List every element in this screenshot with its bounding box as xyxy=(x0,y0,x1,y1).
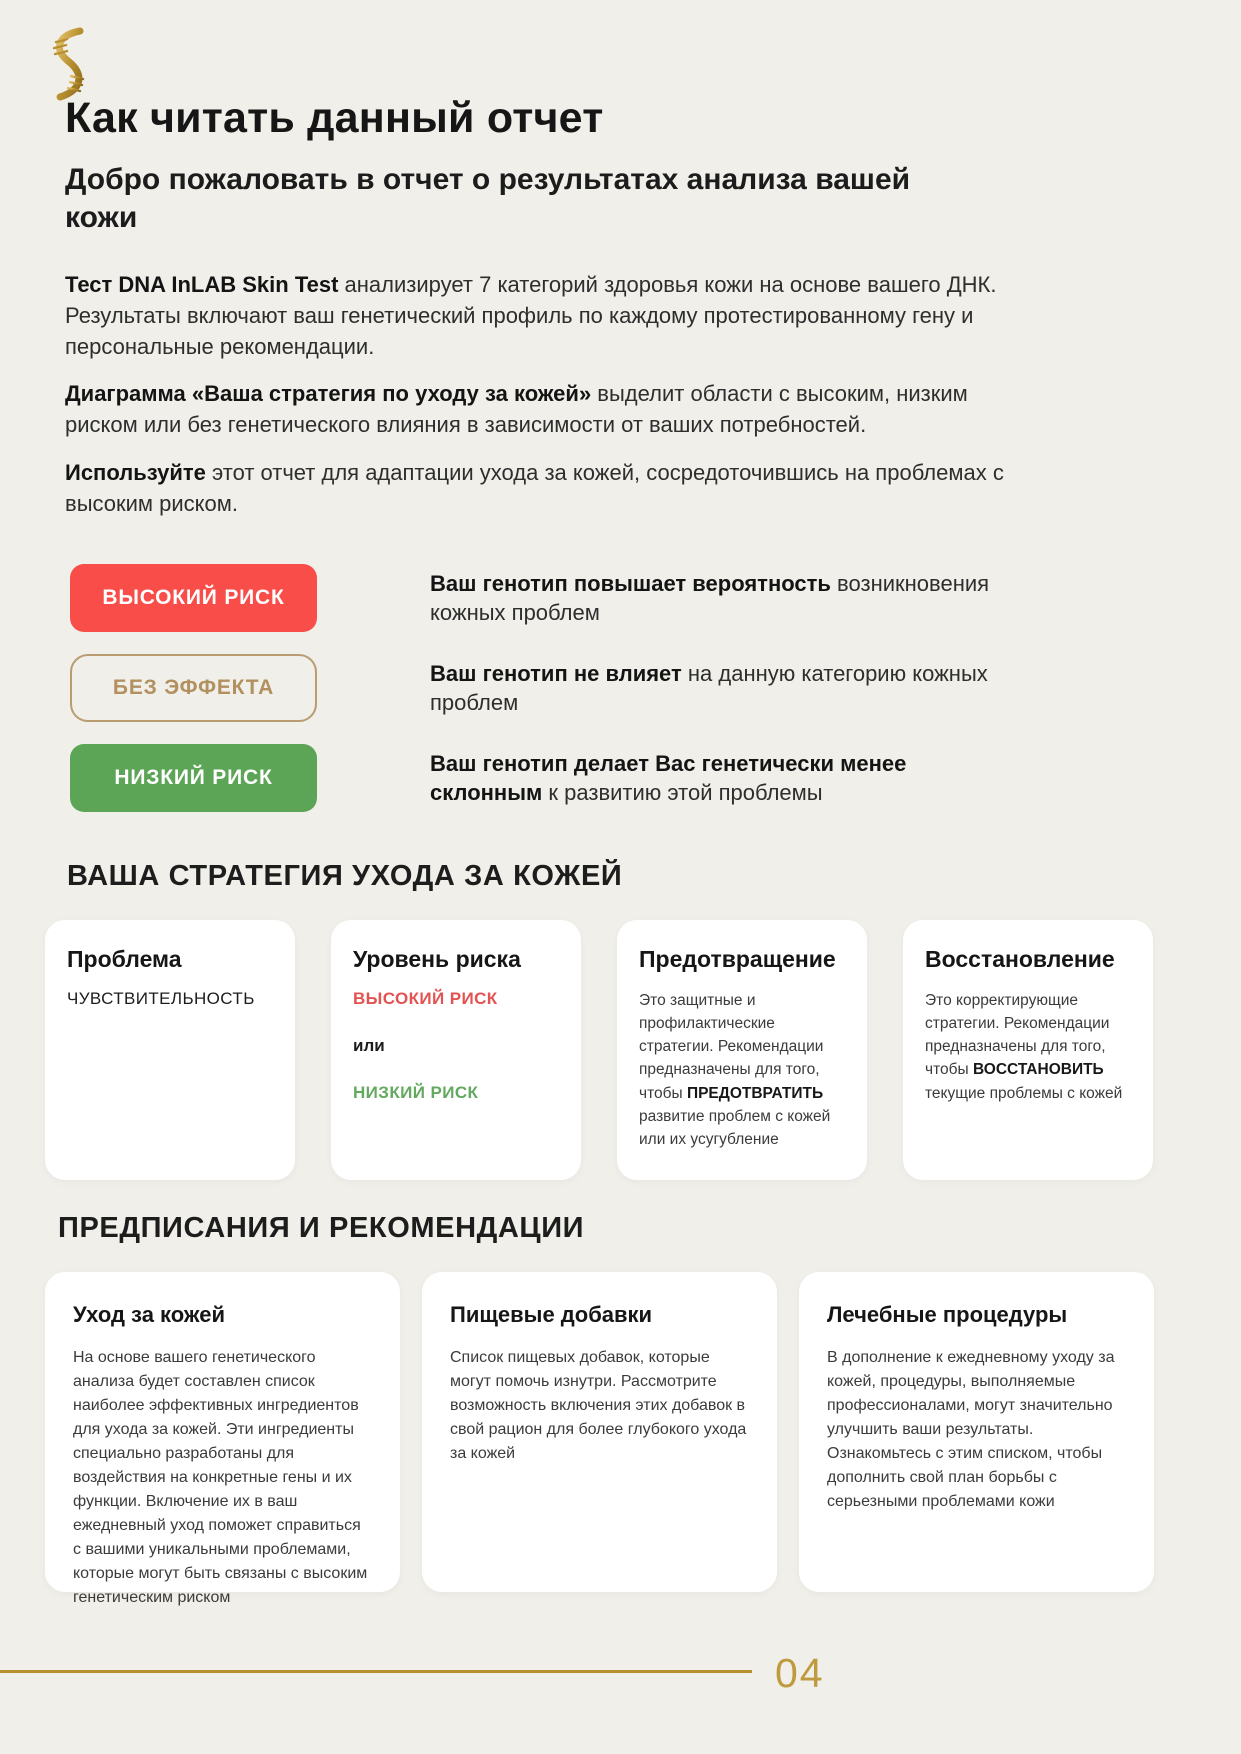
legend-desc-bold: Ваш генотип не влияет xyxy=(430,660,682,686)
low-risk-badge: НИЗКИЙ РИСК xyxy=(70,744,317,812)
recommendations-section-heading: ПРЕДПИСАНИЯ И РЕКОМЕНДАЦИИ xyxy=(58,1211,585,1244)
no-effect-description xyxy=(430,659,990,717)
legend-row-no-effect xyxy=(70,654,1156,722)
strategy-card-prevention xyxy=(617,920,867,1180)
card-title: Пищевые добавки xyxy=(450,1301,653,1327)
procedures-text: В дополнение к ежедневному уходу за кожей, процедуры, выполняемые профессионалами, могут значительно улучшить ваши результаты. Ознакомьтесь с этим списком, чтобы дополнить свой план борьбы с серьезными проблемами кожи xyxy=(827,1348,1115,1510)
legend-desc-bold: Ваш генотип повышает вероятность xyxy=(430,570,831,596)
text-segment-bold: ВОССТАНОВИТЬ xyxy=(972,1061,1104,1079)
card-title: Предотвращение xyxy=(639,945,836,972)
supplements-text: Список пищевых добавок, которые могут помочь изнутри. Рассмотрите возможность включения этих добавок в свой рацион для более глубокого ухода за кожей xyxy=(450,1348,747,1462)
page-number: 04 xyxy=(775,1650,825,1696)
restoration-text xyxy=(925,989,1131,1105)
skincare-text: На основе вашего генетического анализа будет составлен список наиболее эффективных ингредиентов для ухода за кожей. Эти ингредиенты специально разработаны для воздействия на конкретные гены и их функции. Включение их в ваш ежедневный уход поможет справиться с вашими уникальными проблемами, которые могут быть связаны с высоким генетическим риском xyxy=(73,1348,368,1606)
risk-level-low: НИЗКИЙ РИСК xyxy=(353,1082,479,1102)
recommendation-card-skincare xyxy=(45,1272,400,1606)
card-title: Восстановление xyxy=(925,945,1115,972)
recommendation-cards xyxy=(45,1272,1156,1606)
text-segment: Это корректирующие стратегии. Рекомендации предназначены для того, чтобы xyxy=(925,991,1110,1079)
intro-paragraph-use xyxy=(65,458,1030,520)
strategy-section-heading: ВАША СТРАТЕГИЯ УХОДА ЗА КОЖЕЙ xyxy=(67,859,623,892)
footer-divider xyxy=(0,1670,752,1673)
intro-lead-bold: Используйте xyxy=(65,459,206,485)
no-effect-badge: БЕЗ ЭФФЕКТА xyxy=(70,654,317,722)
risk-level-high: ВЫСОКИЙ РИСК xyxy=(353,988,498,1008)
intro-text: анализирует 7 категорий здоровья кожи на основе вашего ДНК. Результаты включают ваш генетический профиль по каждому протестированному гену и персональные рекомендации. xyxy=(65,272,997,359)
legend-desc-bold: Ваш генотип делает Вас генетически менее склонным xyxy=(430,750,907,805)
intro-paragraphs xyxy=(65,270,1030,520)
intro-paragraph-test xyxy=(65,270,1030,362)
legend-desc-text: возникновения кожных проблем xyxy=(430,570,990,625)
high-risk-description xyxy=(430,569,990,627)
text-segment: Это защитные и профилактические стратегии. Рекомендации предназначены для того, чтобы xyxy=(639,991,824,1102)
legend-desc-text: на данную категорию кожных проблем xyxy=(430,660,988,715)
dna-logo-icon xyxy=(40,26,98,104)
recommendation-card-procedures xyxy=(799,1272,1154,1592)
risk-level-or: или xyxy=(353,1035,385,1055)
strategy-card-risk-level xyxy=(331,920,581,1180)
recommendation-card-supplements xyxy=(422,1272,777,1592)
problem-value: ЧУВСТВИТЕЛЬНОСТЬ xyxy=(67,988,255,1008)
intro-lead-bold: Тест DNA InLAB Skin Test xyxy=(65,272,339,297)
high-risk-badge: ВЫСОКИЙ РИСК xyxy=(70,564,317,632)
text-segment: развитие проблем с кожей или их усугубление xyxy=(639,1107,831,1149)
card-title: Уход за кожей xyxy=(73,1301,225,1327)
intro-text: этот отчет для адаптации ухода за кожей, сосредоточившись на проблемах с высоким риском. xyxy=(65,459,1004,516)
page-subtitle: Добро пожаловать в отчет о результатах анализа вашей кожи xyxy=(65,163,911,234)
legend-row-low-risk xyxy=(70,744,1156,812)
prevention-text xyxy=(639,989,845,1152)
intro-text: выделит области с высоким, низким риском или без генетического влияния в зависимости от ваших потребностей. xyxy=(65,381,968,438)
text-segment: текущие проблемы с кожей xyxy=(925,1084,1123,1102)
strategy-cards xyxy=(45,920,1156,1180)
intro-paragraph-diagram xyxy=(65,379,1030,441)
low-risk-description xyxy=(430,749,990,807)
strategy-card-problem xyxy=(45,920,295,1180)
intro-lead-bold: Диаграмма «Ваша стратегия по уходу за кожей» xyxy=(65,381,592,407)
text-segment-bold: ПРЕДОТВРАТИТЬ xyxy=(686,1084,824,1102)
page-title: Как читать данный отчет xyxy=(65,94,604,142)
card-title: Проблема xyxy=(67,945,182,972)
card-title: Уровень риска xyxy=(353,945,521,972)
legend-desc-text: к развитию этой проблемы xyxy=(542,779,823,805)
card-title: Лечебные процедуры xyxy=(827,1301,1068,1327)
risk-legend xyxy=(70,564,1156,812)
strategy-card-restoration xyxy=(903,920,1153,1180)
legend-row-high-risk xyxy=(70,564,1156,632)
